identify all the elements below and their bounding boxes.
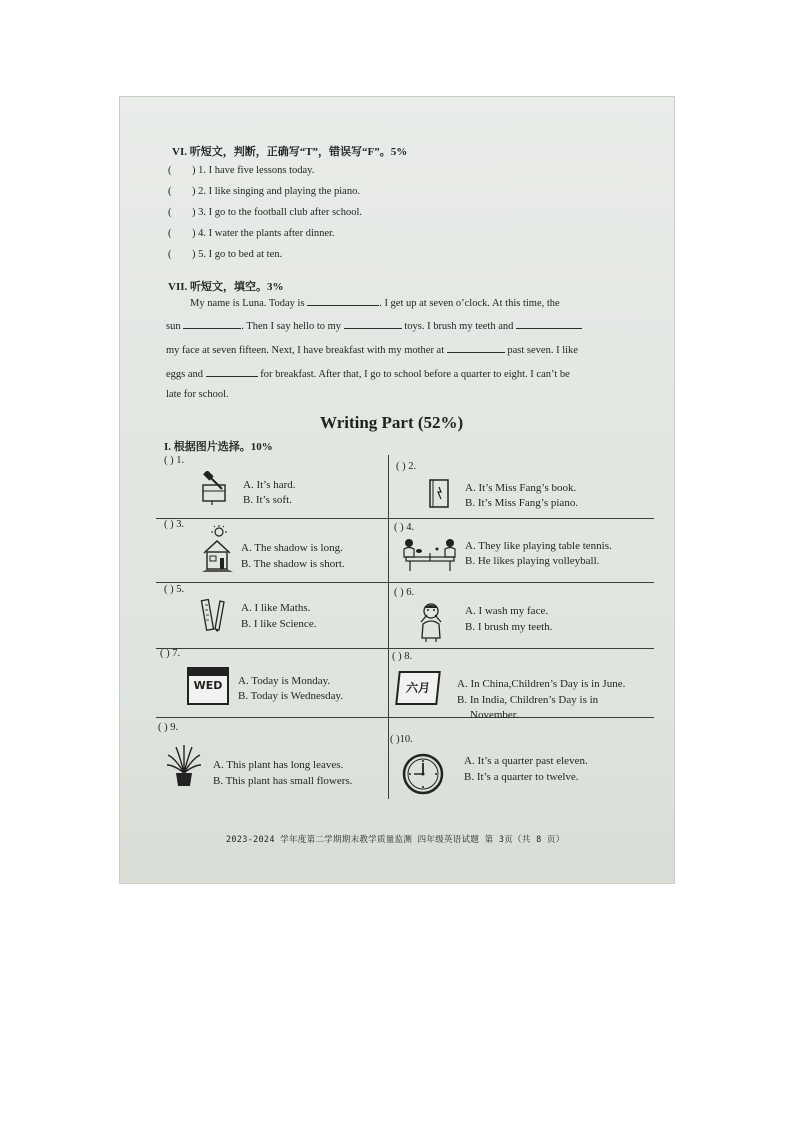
blank-5[interactable] [447,342,505,353]
blank-2[interactable] [183,318,241,329]
passage-line-5: late for school. [166,389,229,400]
question-5-number: ( ) 5. [164,584,185,595]
tf-item-2: ( ) 2. I like singing and playing the piano. [168,186,360,197]
section-vi-title: VI. 听短文，判断，正确写“T”，错误写“F”。5% [172,146,408,158]
calendar-june-icon: 六月 [395,671,441,705]
potted-plant-icon [166,743,202,787]
calendar-wed-icon: WED [187,667,229,705]
question-7-option-b[interactable]: B. Today is Wednesday. [238,690,344,702]
grid-divider-1 [156,518,654,519]
tf-item-4: ( ) 4. I water the plants after dinner. [168,228,335,239]
question-10-option-b[interactable]: B. It’s a quarter to twelve. [464,771,579,783]
question-4-number: ( ) 4. [394,522,415,533]
tf-item-1: ( ) 1. I have five lessons today. [168,165,315,176]
writing-part-title: Writing Part (52%) [320,413,464,432]
question-2-option-b[interactable]: B. It’s Miss Fang’s piano. [465,497,579,509]
question-8-option-a[interactable]: A. In China,Children’s Day is in June. [457,678,626,690]
question-8-number: ( ) 8. [392,651,413,662]
question-7-option-a[interactable]: A. Today is Monday. [238,675,331,687]
blank-1[interactable] [307,295,379,306]
blank-4[interactable] [516,318,582,329]
question-3-number: ( ) 3. [164,519,185,530]
hammer-desk-icon [200,471,230,505]
book-icon [428,478,452,510]
passage-line-4: eggs and for breakfast. After that, I go to school before a quarter to eight. I can’t be [166,363,570,387]
question-3-option-a[interactable]: A. The shadow is long. [241,542,343,554]
tf-item-3: ( ) 3. I go to the football club after school. [168,207,362,218]
question-5-option-b[interactable]: B. I like Science. [241,618,317,630]
question-8-option-b-continued: November. [470,709,519,721]
writing-section-i-title: I. 根据图片选择。10% [164,441,273,453]
section-vii-title: VII. 听短文，填空。3% [168,281,284,293]
question-5-option-a[interactable]: A. I like Maths. [241,602,311,614]
passage-line-2: sun . Then I say hello to my toys. I brush my teeth and [166,315,582,339]
question-10-option-a[interactable]: A. It’s a quarter past eleven. [464,755,588,767]
blank-3[interactable] [344,318,402,329]
question-9-option-b[interactable]: B. This plant has small flowers. [213,775,353,787]
clock-icon [402,753,444,795]
question-1-option-a[interactable]: A. It’s hard. [243,479,296,491]
grid-divider-2 [156,582,654,583]
exam-page [120,97,674,883]
passage-line-1: My name is Luna. Today is . I get up at seven o’clock. At this time, the [190,292,560,316]
washing-face-icon [418,602,446,642]
question-3-option-b[interactable]: B. The shadow is short. [241,558,345,570]
question-6-option-a[interactable]: A. I wash my face. [465,605,549,617]
question-8-option-b[interactable]: B. In India, Children’s Day is in [457,694,599,706]
question-6-option-b[interactable]: B. I brush my teeth. [465,621,553,633]
question-7-number: ( ) 7. [160,648,181,659]
question-1-option-b[interactable]: B. It’s soft. [243,494,292,506]
question-2-option-a[interactable]: A. It’s Miss Fang’s book. [465,482,577,494]
passage-line-3: my face at seven fifteen. Next, I have breakfast with my mother at past seven. I like [166,339,578,363]
question-9-number: ( ) 9. [158,722,179,733]
grid-divider-3 [156,648,654,649]
grid-divider-vertical [388,455,389,799]
question-4-option-a[interactable]: A. They like playing table tennis. [465,540,612,552]
question-4-option-b[interactable]: B. He likes playing volleyball. [465,555,600,567]
page-footer: 2023-2024 学年度第二学期期末教学质量监测 四年级英语试题 第 3页（共 8 页） [226,835,565,845]
question-9-option-a[interactable]: A. This plant has long leaves. [213,759,344,771]
question-2-number: ( ) 2. [396,461,417,472]
grid-divider-4 [156,717,654,718]
ruler-pencil-icon [200,597,226,633]
blank-6[interactable] [206,366,258,377]
question-6-number: ( ) 6. [394,587,415,598]
table-tennis-icon [400,537,460,573]
question-1-number: ( ) 1. [164,455,185,466]
house-sun-icon [200,525,234,573]
tf-item-5: ( ) 5. I go to bed at ten. [168,249,283,260]
question-10-number: ( )10. [390,734,413,745]
